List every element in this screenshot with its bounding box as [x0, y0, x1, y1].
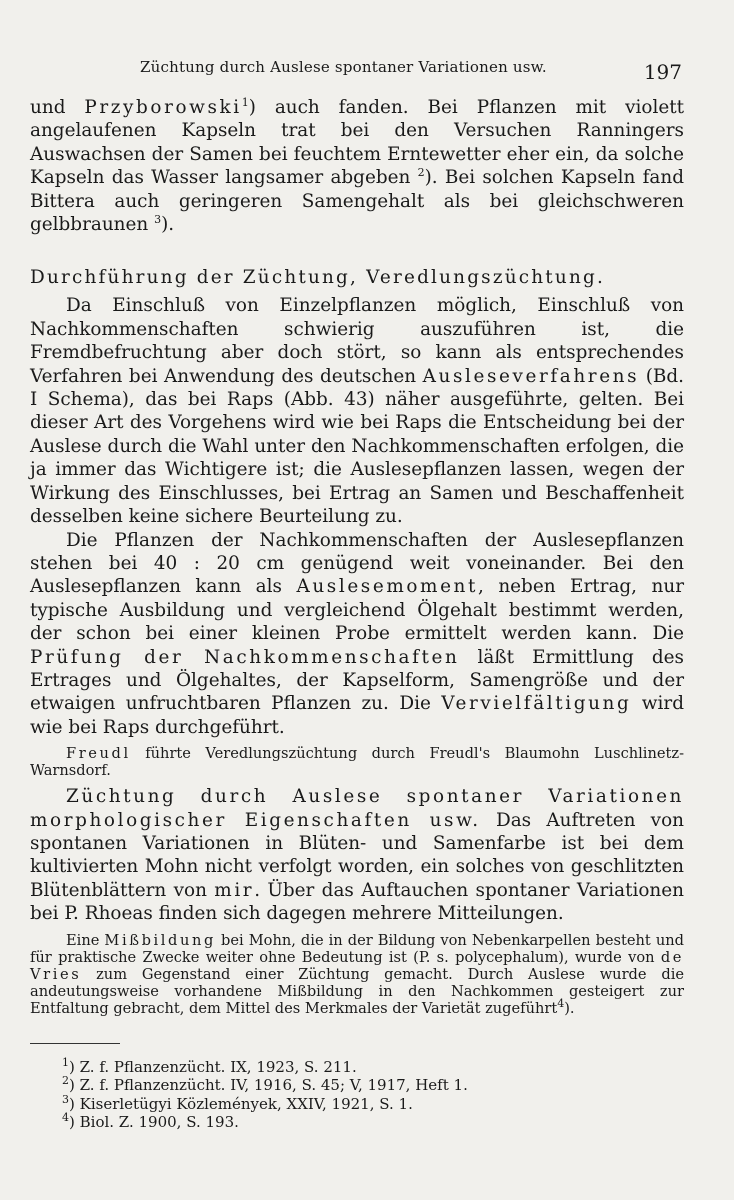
text-run: . Über das Auftauchen spontaner Variationen bei P. Rhoeas finden sich dagegen mehrere Mitteilungen.: [30, 879, 685, 925]
text-run: ).: [161, 214, 175, 236]
small-note-missbildung: [30, 932, 684, 1017]
text-run: und: [30, 97, 85, 118]
text-run: (Bd. I Schema), das bei Raps (Abb. 43) näher ausgeführte, gelten. Bei dieser Art des Vorgehens wird wie bei Raps die Entscheidung bei der Auslese durch die Wahl unter den Nachkommenschaften erfolgen, die ja immer das Wichtigere ist; die Auslesepflanzen lassen, wegen der Wirkung des Einschlusses, bei Ertrag an Samen und Beschaffenheit desselben keine sichere Beurteilung zu.: [30, 365, 685, 528]
footnotes: [30, 1055, 684, 1132]
text-run: wird wie bei Raps durchgeführt.: [30, 693, 684, 738]
footnote-mark: 1: [62, 1055, 69, 1069]
footnote-ref: 4: [557, 996, 565, 1010]
running-title: Züchtung durch Auslese spontaner Variationen usw.: [140, 58, 547, 76]
emphasis: Auslesemoment: [296, 576, 478, 598]
paragraph-selection: [30, 529, 684, 740]
emphasis: Prüfung der Nachkommenschaften: [30, 646, 460, 668]
text-run: Das Auftreten von spontanen Variationen in Blüten- und Samenfarbe ist bei dem kultivierten Mohn nicht verfolgt worden, ein solches von geschlitzten Blütenblättern von: [30, 809, 684, 901]
author-name: Freudl: [66, 745, 131, 763]
footnote-mark: 3: [62, 1092, 69, 1106]
emphasis: Mißbildung: [104, 931, 216, 949]
footnote-ref: 1: [241, 95, 249, 109]
footnote: [30, 1055, 684, 1077]
footnote-text: ) Kiserletügyi Közlemények, XXIV, 1921, S. 1.: [69, 1094, 413, 1113]
footnote: [30, 1092, 684, 1114]
run-in-heading: Züchtung durch Auslese spontaner Variationen morphologischer Eigenschaften usw.: [30, 786, 684, 831]
emphasis: mir: [214, 879, 255, 901]
text-run: Eine: [66, 931, 105, 949]
emphasis: Ausleseverfahrens: [422, 365, 640, 387]
footnote-mark: 4: [62, 1111, 69, 1125]
page-body: [30, 96, 684, 1132]
paragraph-continuation: [30, 96, 684, 236]
footnote: [30, 1113, 684, 1132]
author-name: de Vries: [30, 948, 684, 983]
small-note-freudl: [30, 745, 684, 779]
text-run: ).: [564, 999, 575, 1017]
text-run: bei Mohn, die in der Bildung von Nebenkarpellen besteht und für praktische Zwecke weiter ohne Bedeutung ist (P. s. polycephalum), wurde von: [30, 931, 684, 966]
footnote-text: ) Biol. Z. 1900, S. 193.: [69, 1113, 239, 1132]
footnote-text: ) Z. f. Pflanzenzücht. IX, 1923, S. 211.: [69, 1057, 357, 1076]
footnote-mark: 2: [62, 1074, 69, 1088]
page-number: 197: [643, 60, 682, 84]
text-run: führte Veredlungszüchtung durch Freudl's Blaumohn Luschlinetz-Warnsdorf.: [30, 745, 684, 780]
paragraph-spontaneous-variation: [30, 785, 684, 925]
footnote: [30, 1076, 684, 1095]
emphasis: Vervielfältigung: [441, 693, 632, 715]
section-heading: Durchführung der Züchtung, Veredlungszüchtung.: [30, 267, 606, 289]
text-run: zum Gegenstand einer Züchtung gemacht. Durch Auslese wurde die andeutungsweise vorhandene Mißbildung in den Nachkommen gesteigert zur Entfaltung gebracht, dem Mittel des Merkmales der Varietät zugeführt: [30, 965, 684, 1017]
running-head: [140, 56, 682, 86]
author-name: Przyborowski: [84, 97, 242, 118]
text-run: ). Bei solchen Kapseln fand Bittera auch geringeren Samengehalt als bei gleichschweren gelbbraunen: [30, 167, 684, 236]
text-run: , neben Ertrag, nur typische Ausbildung und vergleichend Ölgehalt bestimmt werden, der schon bei einer kleinen Probe ermittelt werden kann. Die: [30, 576, 684, 645]
footnote-divider: [30, 1043, 120, 1044]
footnote-ref: 3: [154, 212, 162, 226]
text-run: Da Einschluß von Einzelpflanzen möglich, Einschluß von Nachkommenschaften schwierig auszuführen ist, die Fremdbefruchtung aber doch stört, so kann als entsprechendes Verfahren bei Anwendung des deutschen: [30, 295, 684, 387]
footnote-text: ) Z. f. Pflanzenzücht. IV, 1916, S. 45; V, 1917, Heft 1.: [69, 1076, 468, 1095]
footnote-ref: 2: [417, 166, 425, 180]
paragraph-procedure: [30, 294, 684, 528]
text-run: läßt Ermittlung des Ertrages und Ölgehaltes, der Kapselform, Samengröße und der etwaigen unfruchtbaren Pflanzen zu. Die: [30, 646, 684, 715]
text-run: Die Pflanzen der Nachkommenschaften der Auslesepflanzen stehen bei 40 : 20 cm genügend weit voneinander. Bei den Auslesepflanzen kann als: [30, 529, 684, 598]
text-run: ) auch fanden. Bei Pflanzen mit violett angelaufenen Kapseln trat bei den Versuchen Ranningers Auswachsen der Samen bei feuchtem Erntewetter eher ein, da solche Kapseln das Wasser langsamer abgeben: [30, 97, 684, 189]
